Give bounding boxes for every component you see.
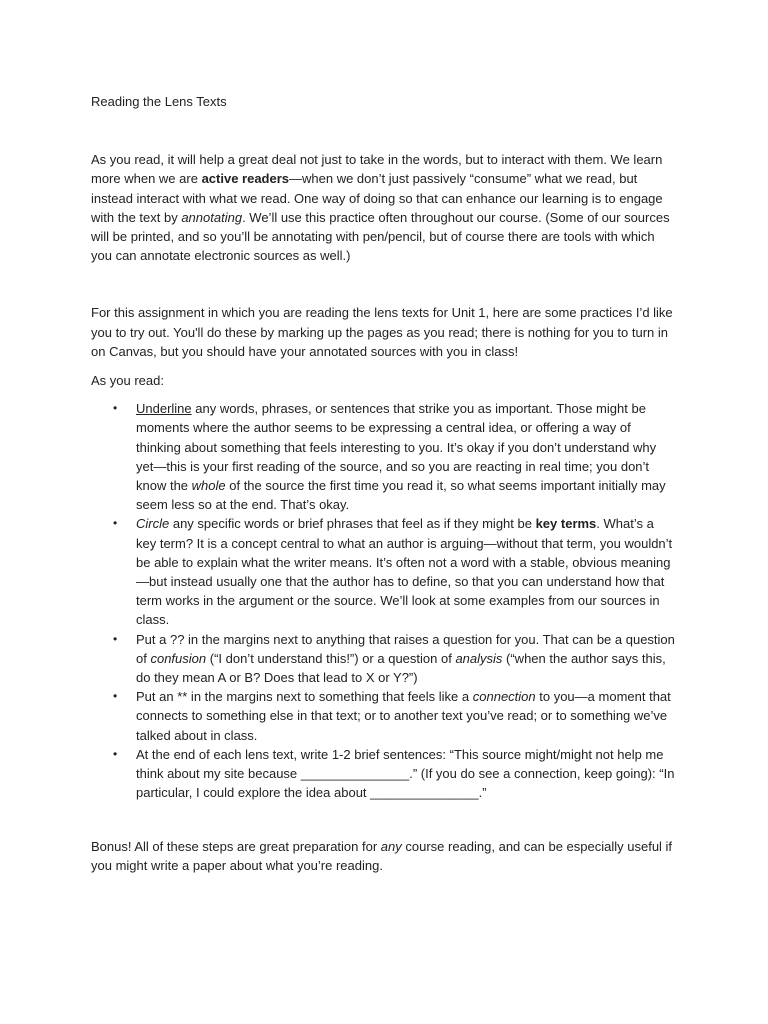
list-item-text: Put an ** in the margins next to something that feels like a [136,689,473,705]
whole-term: whole [191,478,226,494]
any-term: any [380,838,402,854]
confusion-term: confusion [150,650,207,666]
list-item-text: (“I don’t understand this!”) or a question of [206,650,456,666]
intro-text-1: As you read, it will help a great deal not just to take in the words, but to interact with them. We learn more when we are [91,152,663,187]
circle-term: Circle [136,516,170,532]
bullet-icon: • [113,631,118,646]
bonus-text-2: course reading, and can be especially useful if you might write a paper about what you’re reading. [91,838,673,873]
bonus-text-1: Bonus! All of these steps are great preparation for [91,838,381,854]
bonus-paragraph [91,837,675,875]
list-item-text: Put a ?? in the margins next to anything that raises a question for you. That can be a question of [136,631,675,666]
list-item-text: . What’s a key term? It is a concept central to what an author is arguing—without that term, you wouldn’t be able to explain what the writer means. It’s often not a word with a stable, obvious meaning—but instead usually one that the author has to define, so that you can understand how that term works in the argument or the source. We’ll look at some examples from our sources in class. [136,516,673,628]
bullet-icon: • [113,401,118,416]
as-you-read-label: As you read: [91,373,164,389]
key-terms-term: key terms [535,516,597,532]
connection-term: connection [472,689,536,705]
list-item-circle [91,514,675,629]
assignment-paragraph: For this assignment in which you are reading the lens texts for Unit 1, here are some practices I’d like you to try out. You'll do these by marking up the pages as you read; there is nothing for you to turn in on Canvas, but you should have your annotated sources with you in class! [91,305,673,359]
practice-list [91,399,675,802]
list-item-underline [91,399,675,514]
list-item-text: any specific words or brief phrases that feel as if they might be [169,516,536,532]
bullet-icon: • [113,689,118,704]
list-item-text: (“when the author says this, do they mean A or B? Does that lead to X or Y?”) [136,650,666,686]
list-item-text: At the end of each lens text, write 1-2 brief sentences: “This source might/might not help me think about my site because _______________.” (If you do see a connection, keep going): “In particular, I could explore the idea about _______________.” [136,746,675,801]
bullet-icon: • [113,746,118,761]
bullet-icon: • [113,516,118,531]
intro-text-2: —when we don’t just passively “consume” what we read, but instead interact with what we read. One way of doing so that can enhance our learning is to engage with the text by [91,171,663,225]
list-item-questions [91,630,675,688]
list-item-text: of the source the first time you read it, so what seems important initially may seem less so at the end. That’s okay. [136,478,666,513]
page-title: Reading the Lens Texts [91,94,227,109]
list-item-sentences [91,745,675,803]
list-item-text: any words, phrases, or sentences that strike you as important. Those might be moments where the author seems to be expressing a central idea, or offering a way of thinking about something that feels interesting to you. It’s okay if you don’t understand why yet—this is your first reading of the source, and so you are reacting in real time; you don’t know the [136,401,657,494]
document-body [91,92,675,875]
intro-paragraph [91,150,675,265]
underline-term: Underline [136,401,192,417]
list-item-connections [91,687,675,745]
analysis-term: analysis [455,650,503,666]
list-item-text: to you—a moment that connects to something else in that text; or to another text you’ve read; or to something we’ve talked about in class. [136,689,671,743]
active-readers-term: active readers [201,171,290,187]
intro-text-3: . We’ll use this practice often throughout our course. (Some of our sources will be printed, and so you’ll be annotating with pen/pencil, but of course there are tools with which you can annotate electronic sources as well.) [91,209,670,264]
annotating-term: annotating [181,209,243,225]
